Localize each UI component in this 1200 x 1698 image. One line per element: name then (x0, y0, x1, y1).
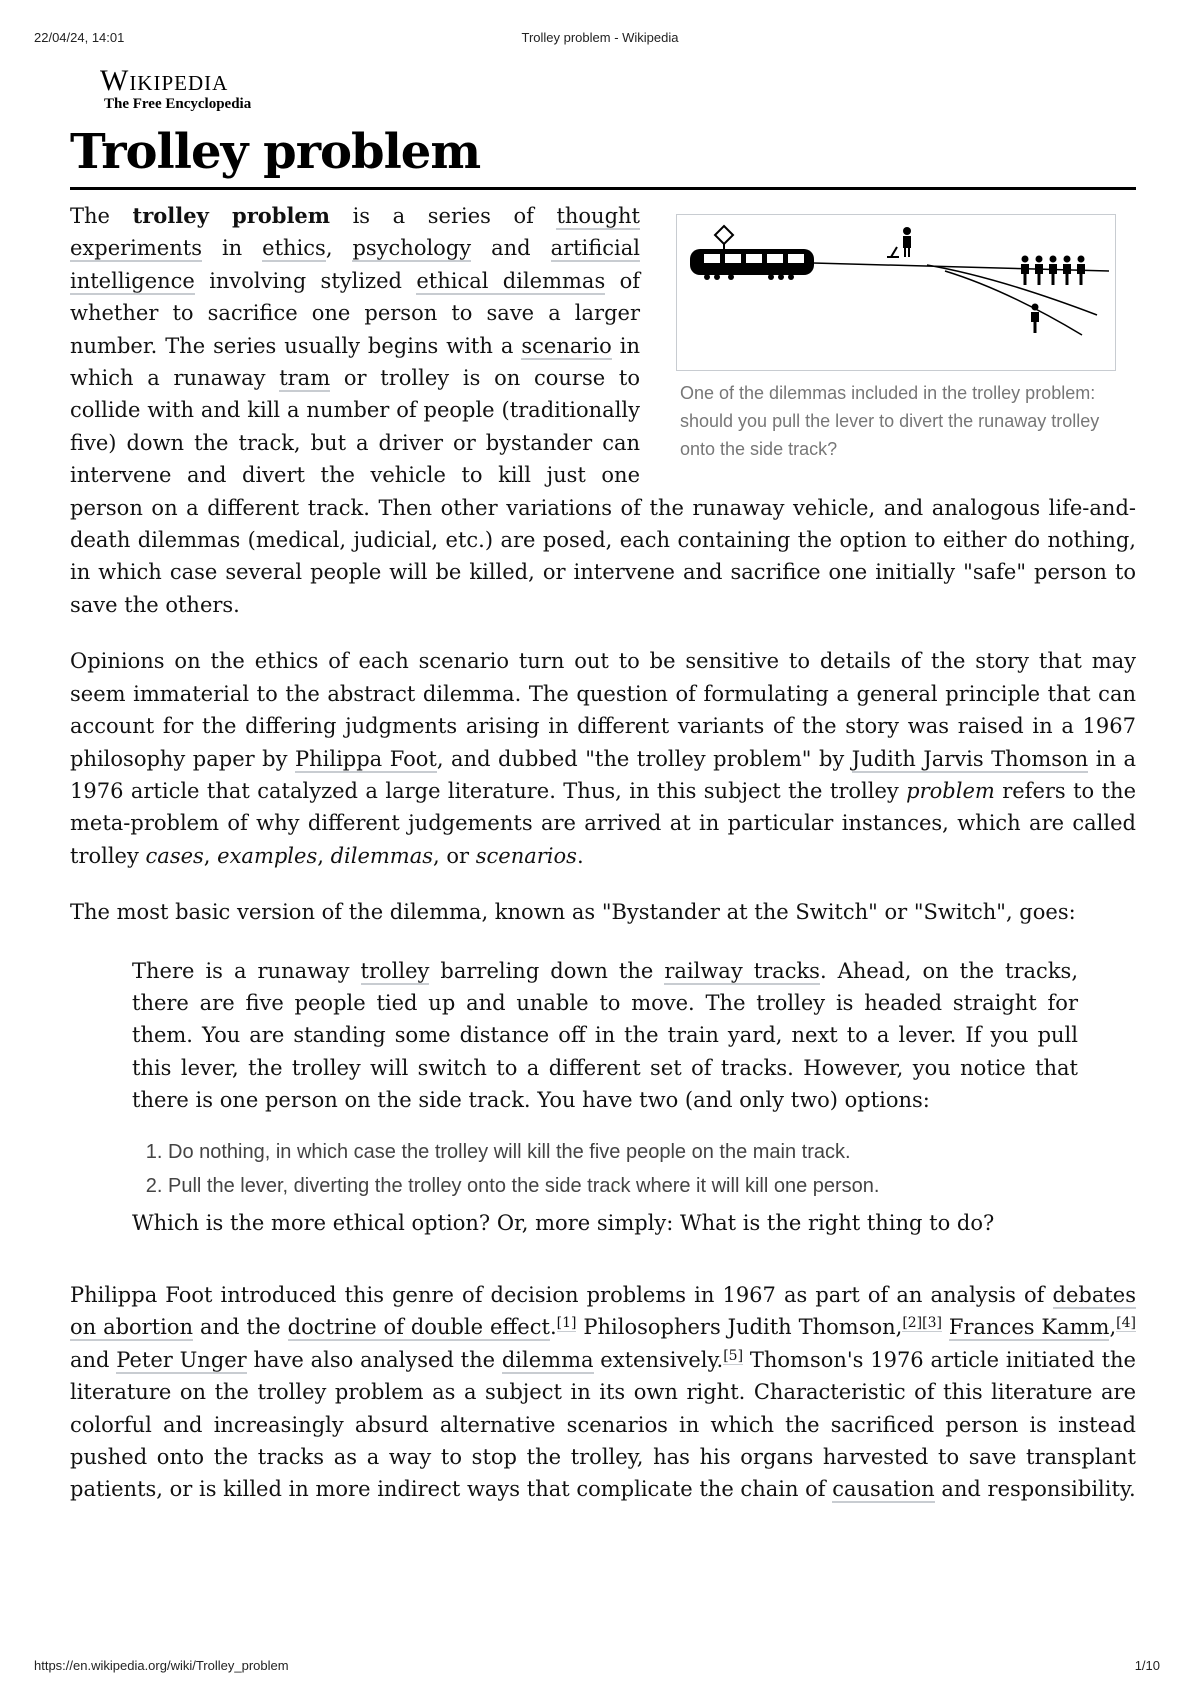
reference-5[interactable]: [5] (723, 1347, 744, 1364)
print-page-title: Trolley problem - Wikipedia (521, 30, 679, 45)
link-scenario[interactable]: scenario (521, 333, 612, 358)
basic-version-paragraph: The most basic version of the dilemma, known as "Bystander at the Switch" or "Switch", goes: (70, 900, 1076, 925)
side-track-icon (927, 265, 1097, 335)
reference-3[interactable]: [3] (922, 1315, 942, 1332)
print-datetime: 22/04/24, 14:01 (34, 30, 125, 45)
link-psychology[interactable]: psychology (352, 236, 472, 261)
link-dilemma[interactable]: dilemma (501, 1347, 594, 1372)
wikipedia-wordmark: Wikipedia (100, 64, 229, 97)
literature-paragraph: Philippa Foot introduced this genre of decision problems in 1967 as part of an analysis of debates on abortion and the doctrine of double effect.[1] Philosophers Judith Thomson,[2][3] Frances Kamm,[4] and Peter Unger have also analysed the dilemma extensively.[5] Thomson's 1976 article initiated the literature on the trolley problem as a subject in its own right. Characteristic of this literature are colorful and increasingly absurd alternative scenarios in which the sacrificed person is instead pushed onto the tracks as a way to stop the trolley, has his organs harvested to save transplant patients, or is killed in more indirect ways that complicate the chain of causation and responsibility. (70, 1282, 1136, 1502)
quote-text: There is a runaway trolley barreling down the railway tracks. Ahead, on the tracks, there are five people tied up and unable to move. The trolley is headed straight for them. You are standing some distance off in the train yard, next to a lever. If you pull this lever, the trolley will switch to a different set of tracks. However, you notice that there is one person on the side track. You have two (and only two) options: (132, 958, 1078, 1113)
tram-icon (690, 226, 814, 280)
history-paragraph: Opinions on the ethics of each scenario turn out to be sensitive to details of the story that may seem immaterial to the abstract dilemma. The question of formulating a general principle that can account for the differing judgments arising in different variants of the story was raised in a 1967 philosophy paper by Philippa Foot, and dubbed "the trolley problem" by Judith Jarvis Thomson in a 1976 article that catalyzed a large literature. Thus, in this subject the trolley problem refers to the meta-problem of why different judgements are arrived at in particular instances, which are called trolley cases, examples, dilemmas, or scenarios. (70, 649, 1136, 868)
print-url: https://en.wikipedia.org/wiki/Trolley_problem (34, 1658, 289, 1673)
list-item: 1. Do nothing, in which case the trolley will kill the five people on the main track. (168, 1135, 1078, 1169)
one-person-icon (1031, 304, 1039, 334)
quote-question: Which is the more ethical option? Or, more simply: What is the right thing to do? (132, 1210, 995, 1235)
link-ethics[interactable]: ethics (262, 236, 326, 261)
figure-caption: One of the dilemmas included in the trolley problem: should you pull the lever to divert the runaway trolley onto the side track? (680, 383, 1100, 459)
reference-2[interactable]: [2] (902, 1315, 923, 1332)
link-railway-tracks[interactable]: railway tracks (664, 958, 820, 983)
link-judith-jarvis-thomson[interactable]: Judith Jarvis Thomson (851, 746, 1089, 771)
trolley-diagram-frame[interactable] (676, 214, 1116, 371)
link-peter-unger[interactable]: Peter Unger (116, 1347, 247, 1372)
link-thought-experiments[interactable]: thought experiments (70, 204, 640, 261)
intro-paragraph: The trolley problem is a series of thought experiments in ethics, psychology and artificial intelligence involving stylized ethical dilemmas of whether to sacrifice one person to save a larger number. The series usually begins with a scenario in which a runaway tram or trolley is on course to collide with and kill a number of people (traditionally five) down the track, but a driver or bystander can intervene and divert the vehicle to kill just one person on a different track. Then other variations of the runaway vehicle, and analogous life-and-death dilemmas (medical, judicial, etc.) are posed, each containing the option to either do nothing, in which case several people will be killed, or intervene and sacrifice one initially "safe" person to save the others. (70, 203, 1136, 617)
link-frances-kamm[interactable]: Frances Kamm (948, 1315, 1110, 1340)
page-title: Trolley problem (70, 124, 481, 180)
link-trolley[interactable]: trolley (360, 958, 430, 983)
dilemma-blockquote (132, 955, 1078, 1239)
reference-1[interactable]: [1] (556, 1315, 577, 1332)
link-philippa-foot[interactable]: Philippa Foot (294, 746, 437, 771)
wikipedia-logo[interactable] (100, 66, 300, 112)
link-tram[interactable]: tram (279, 366, 331, 391)
article-body (70, 200, 1136, 1506)
link-doctrine-of-double-effect[interactable]: doctrine of double effect (287, 1315, 550, 1340)
title-divider (70, 187, 1136, 190)
trolley-diagram (677, 215, 1115, 370)
print-page-number: 1/10 (1134, 1658, 1160, 1673)
bold-term: trolley problem (132, 203, 331, 228)
options-list (132, 1135, 1078, 1203)
link-causation[interactable]: causation (832, 1477, 935, 1502)
reference-4[interactable]: [4] (1116, 1315, 1136, 1332)
bystander-figure-icon (887, 227, 911, 257)
link-debates-on-abortion[interactable]: debates on abortion (70, 1282, 1136, 1340)
link-artificial-intelligence[interactable]: artificial intelligence (70, 236, 640, 293)
link-ethical-dilemmas[interactable]: ethical dilemmas (416, 268, 606, 293)
trolley-figure (676, 214, 1136, 463)
list-item: 2. Pull the lever, diverting the trolley onto the side track where it will kill one person. (168, 1169, 1078, 1203)
wikipedia-tagline: The Free Encyclopedia (104, 96, 252, 112)
